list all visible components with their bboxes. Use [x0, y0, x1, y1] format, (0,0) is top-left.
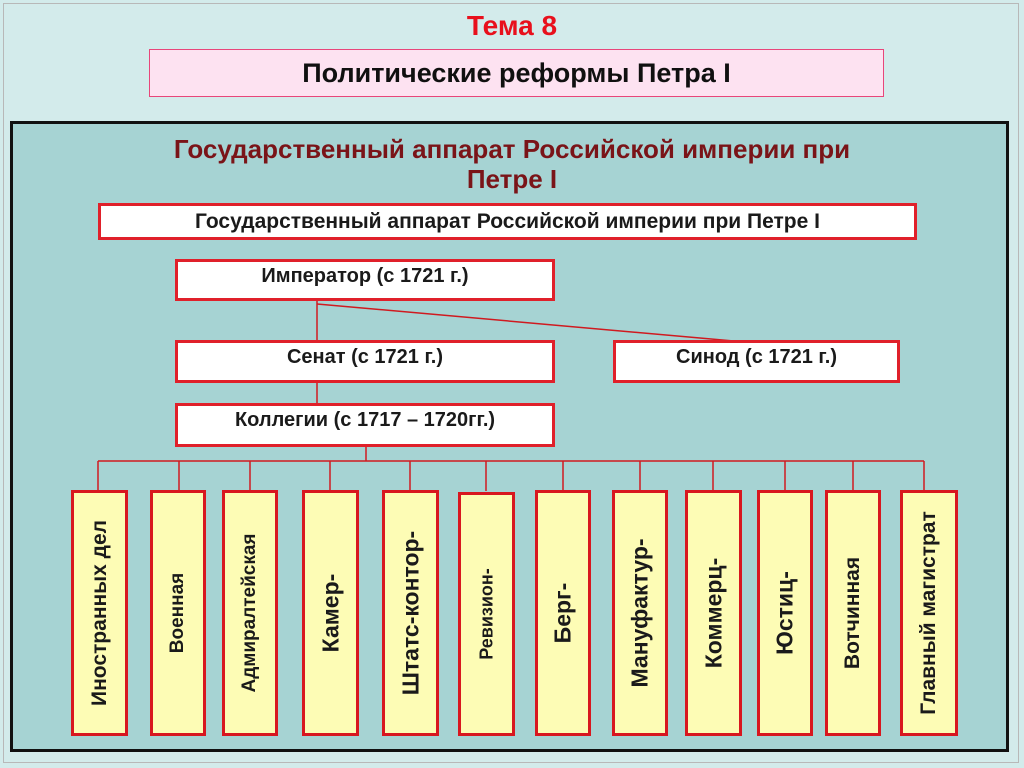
slide-title-text: Политические реформы Петра I [302, 57, 731, 88]
node-collegia-label: Коллегии (с 1717 – 1720гг.) [234, 409, 496, 431]
node-emperor-label: Император (с 1721 г.) [261, 265, 469, 287]
college-box-2 [150, 490, 206, 736]
college-label: Вотчинная [841, 556, 864, 670]
college-box-6 [458, 492, 515, 736]
college-label: Мануфактур- [626, 538, 653, 688]
college-box-11 [825, 490, 881, 736]
connector-emperor-synod [317, 304, 745, 342]
college-label: Главный магистрат [917, 511, 940, 715]
college-box-9 [685, 490, 742, 736]
college-box-3 [222, 490, 278, 736]
college-label: Камер- [317, 573, 343, 653]
node-senate [175, 340, 555, 383]
college-box-8 [612, 490, 668, 736]
node-collegia [175, 403, 555, 447]
college-label: Иностранных дел [87, 520, 111, 706]
college-label: Штатс-контор- [397, 530, 423, 696]
college-box-12 [900, 490, 958, 736]
node-synod [613, 340, 900, 383]
college-box-10 [757, 490, 813, 736]
subtitle-line-1: Государственный аппарат Российской империи при [173, 134, 851, 164]
college-box-4 [302, 490, 359, 736]
topic-label: Тема 8 [466, 10, 558, 41]
diagram-heading-text: Государственный аппарат Российской империи при Петре I [195, 209, 820, 233]
college-label: Ревизион- [476, 568, 496, 660]
college-box-7 [535, 490, 591, 736]
node-senate-label: Сенат (с 1721 г.) [286, 346, 444, 368]
college-box-5 [382, 490, 439, 736]
college-label: Берг- [549, 582, 576, 644]
node-emperor [175, 259, 555, 301]
subtitle-line-2: Петре I [466, 164, 558, 194]
college-box-1 [71, 490, 128, 736]
connector-college-drops [98, 461, 924, 491]
college-label: Коммерц- [700, 557, 726, 669]
node-synod-label: Синод (с 1721 г.) [676, 346, 837, 368]
college-label: Юстиц- [771, 571, 798, 655]
college-label: Адмиралтейская [239, 533, 260, 693]
college-label: Военная [167, 572, 188, 654]
